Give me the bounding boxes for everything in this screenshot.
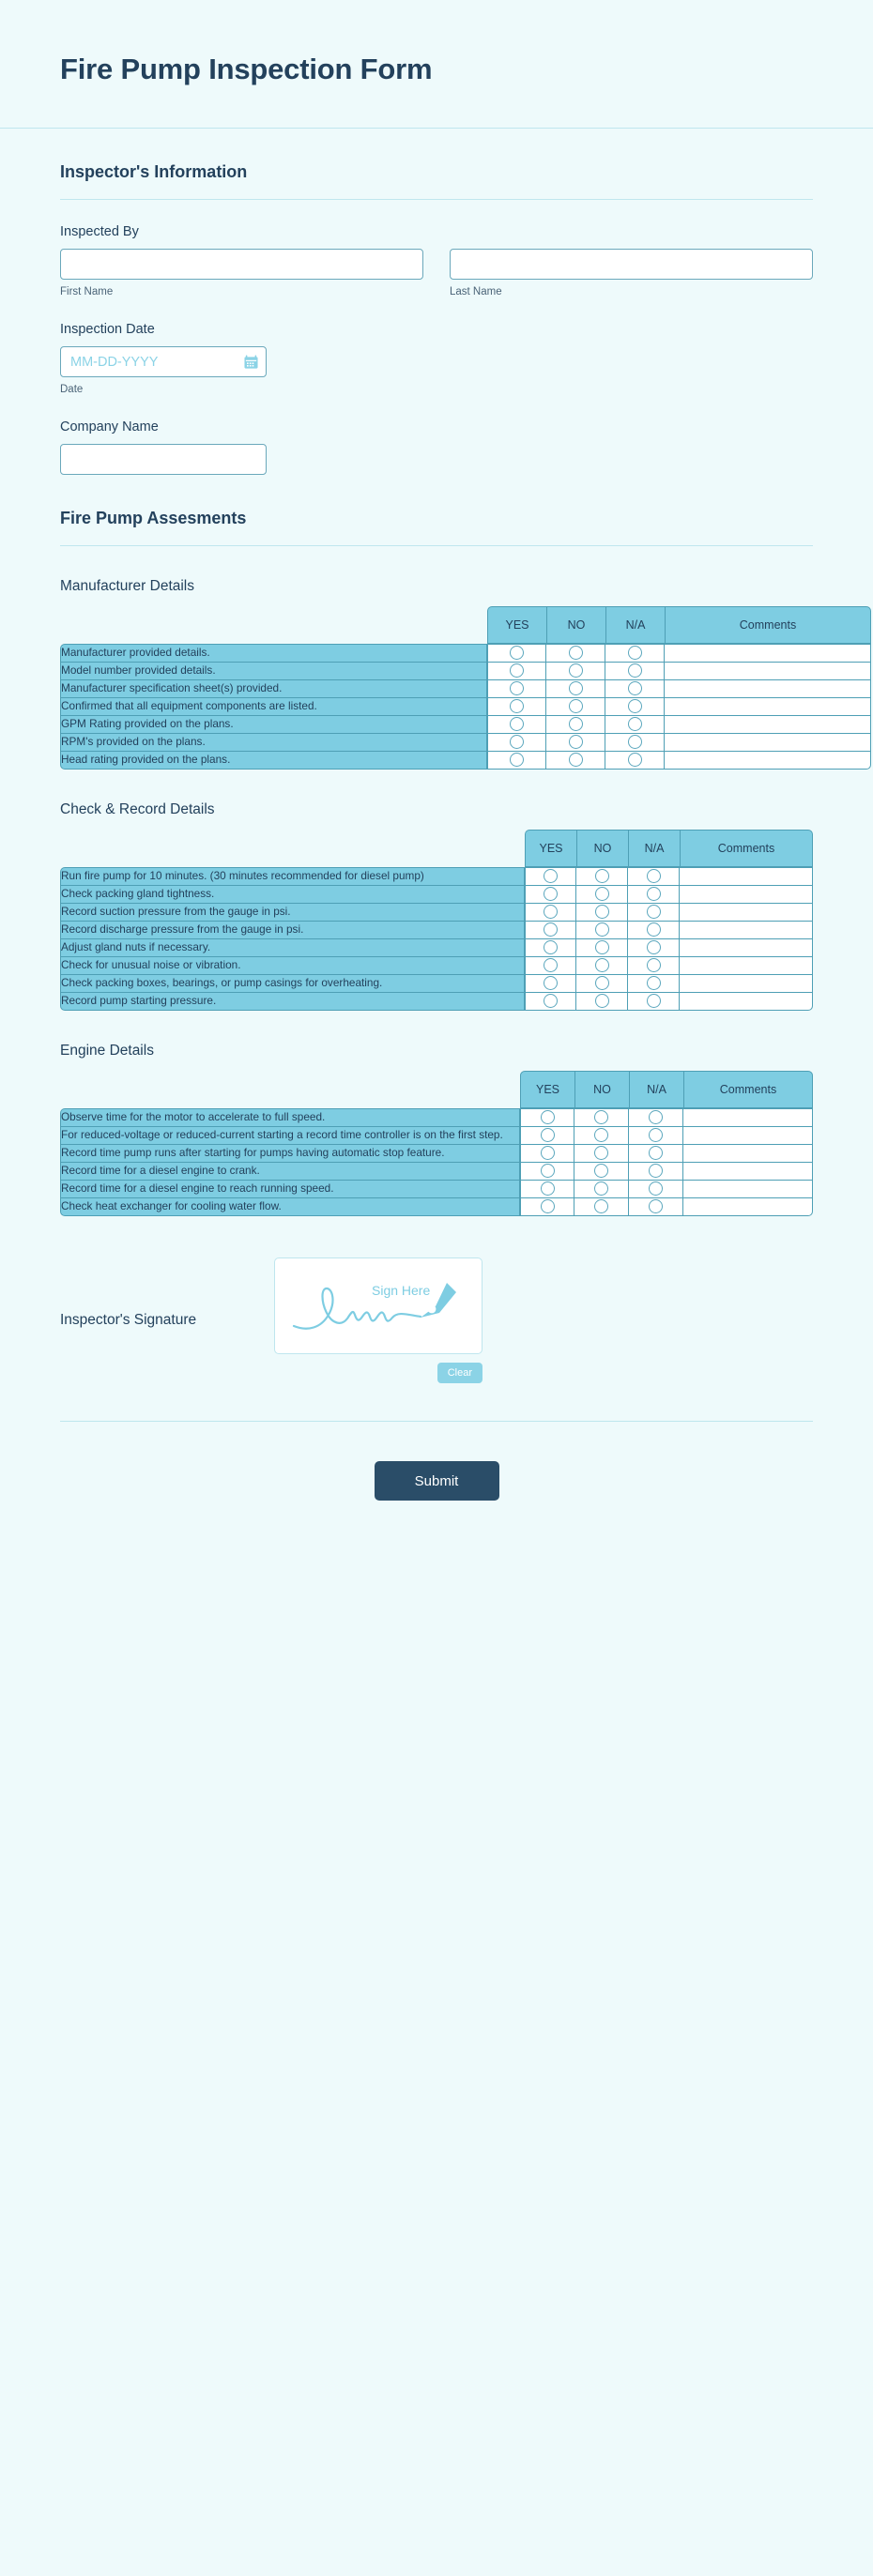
radio-cell-no[interactable] [574,1180,629,1197]
radio-cell-yes[interactable] [525,974,576,992]
table-row [60,1144,813,1162]
radio-cell-no[interactable] [576,992,628,1011]
section-divider [60,545,813,546]
radio-cell-n-a[interactable] [628,938,680,956]
radio-button[interactable] [649,1128,663,1142]
radio-button[interactable] [595,958,609,972]
question-label: Record time for a diesel engine to crank. [60,1162,520,1180]
radio-button[interactable] [628,663,642,678]
radio-cell-yes[interactable] [487,697,546,715]
signature-pad[interactable] [274,1258,482,1354]
question-label: Model number provided details. [60,662,487,679]
radio-cell-yes[interactable] [520,1144,574,1162]
radio-button[interactable] [544,994,558,1008]
radio-cell-no[interactable] [546,697,605,715]
inspection-date-input[interactable] [60,346,267,377]
column-header-no: NO [576,830,628,867]
radio-button[interactable] [569,717,583,731]
radio-button[interactable] [541,1199,555,1213]
radio-cell-n-a[interactable] [628,956,680,974]
column-header-comments: Comments [683,1071,813,1108]
page-title: Fire Pump Inspection Form [60,53,433,85]
section-heading-assessments: Fire Pump Assesments [60,509,247,527]
comments-cell[interactable] [680,885,813,903]
radio-cell-yes[interactable] [525,938,576,956]
signature-placeholder-art [289,1275,467,1337]
radio-button[interactable] [647,994,661,1008]
radio-cell-yes[interactable] [487,733,546,751]
radio-cell-n-a[interactable] [628,903,680,921]
table-row [60,956,813,974]
radio-cell-no[interactable] [574,1197,629,1216]
table-row [60,715,871,733]
assessment-table [60,1071,813,1216]
signature-block [60,1258,813,1383]
label-inspection-date: Inspection Date [60,322,155,337]
radio-cell-yes[interactable] [525,992,576,1011]
section-divider [60,199,813,200]
date-input-wrapper [60,346,267,377]
radio-button[interactable] [647,905,661,919]
radio-cell-no[interactable] [546,751,605,770]
comments-cell[interactable] [680,938,813,956]
column-header-yes: YES [487,606,546,644]
question-label: Observe time for the motor to accelerate to full speed. [60,1108,520,1126]
matrix-header-row [60,1071,813,1108]
radio-cell-no[interactable] [576,903,628,921]
radio-cell-yes[interactable] [520,1180,574,1197]
radio-cell-n-a[interactable] [605,662,665,679]
signature-hint-text: Sign Here [372,1282,431,1298]
radio-button[interactable] [569,663,583,678]
first-name-sublabel: First Name [60,286,114,297]
radio-cell-no[interactable] [574,1162,629,1180]
column-header-no: NO [546,606,605,644]
radio-cell-no[interactable] [576,938,628,956]
field-company-name [60,419,813,475]
assessments-section [0,509,873,1216]
field-inspection-date [60,322,813,395]
radio-cell-n-a[interactable] [605,751,665,770]
radio-cell-no[interactable] [546,679,605,697]
table-row [60,662,871,679]
radio-button[interactable] [544,958,558,972]
signature-pen-icon [289,1275,467,1337]
table-row [60,751,871,770]
form-footer [0,1422,873,1557]
radio-button[interactable] [594,1199,608,1213]
radio-button[interactable] [595,994,609,1008]
radio-button[interactable] [594,1128,608,1142]
radio-button[interactable] [594,1146,608,1160]
radio-button[interactable] [544,976,558,990]
comments-cell[interactable] [680,867,813,885]
radio-cell-yes[interactable] [525,885,576,903]
column-header-yes: YES [525,830,576,867]
company-name-input[interactable] [60,444,267,475]
last-name-input[interactable] [450,249,813,280]
comments-cell[interactable] [683,1197,813,1216]
question-label: Record suction pressure from the gauge in psi. [60,903,525,921]
table-row [60,644,871,662]
radio-cell-no[interactable] [576,974,628,992]
radio-button[interactable] [541,1164,555,1178]
question-label: Manufacturer provided details. [60,644,487,662]
radio-button[interactable] [647,940,661,954]
radio-cell-yes[interactable] [487,679,546,697]
radio-cell-yes[interactable] [525,921,576,938]
table-row [60,1162,813,1180]
radio-cell-no[interactable] [574,1108,629,1126]
comments-cell[interactable] [665,662,871,679]
field-inspected-by [60,224,813,297]
radio-button[interactable] [647,869,661,883]
radio-button[interactable] [541,1181,555,1196]
matrix-label: Engine Details [60,1043,154,1059]
radio-button[interactable] [628,681,642,695]
question-label: Record time for a diesel engine to reach running speed. [60,1180,520,1197]
radio-button[interactable] [544,905,558,919]
radio-cell-no[interactable] [574,1126,629,1144]
question-label: Record pump starting pressure. [60,992,525,1011]
inspection-date-sublabel: Date [60,384,84,395]
radio-cell-n-a[interactable] [628,974,680,992]
radio-cell-n-a[interactable] [629,1144,683,1162]
radio-cell-no[interactable] [574,1144,629,1162]
question-label: Record discharge pressure from the gauge in psi. [60,921,525,938]
radio-button[interactable] [647,958,661,972]
radio-button[interactable] [628,753,642,767]
radio-cell-n-a[interactable] [628,992,680,1011]
radio-button[interactable] [647,887,661,901]
radio-button[interactable] [541,1146,555,1160]
first-name-input[interactable] [60,249,423,280]
question-label: Check packing gland tightness. [60,885,525,903]
label-inspected-by: Inspected By [60,224,139,239]
label-company-name: Company Name [60,419,159,434]
signature-section [0,1258,873,1422]
comments-cell[interactable] [680,903,813,921]
radio-cell-no[interactable] [576,956,628,974]
table-row [60,867,813,885]
radio-cell-yes[interactable] [487,644,546,662]
radio-cell-n-a[interactable] [628,921,680,938]
last-name-sublabel: Last Name [450,286,502,297]
section-heading-inspector: Inspector's Information [60,162,248,181]
radio-cell-yes[interactable] [487,715,546,733]
table-row [60,974,813,992]
question-label: Record time pump runs after starting for pumps having automatic stop feature. [60,1144,520,1162]
column-header-yes: YES [520,1071,574,1108]
first-name-group [60,249,423,297]
last-name-group [450,249,813,297]
table-row [60,885,813,903]
radio-button[interactable] [595,940,609,954]
comments-cell[interactable] [680,974,813,992]
matrix-header-row [60,606,871,644]
table-row [60,1180,813,1197]
name-row [60,249,813,297]
comments-cell[interactable] [680,956,813,974]
question-label: For reduced-voltage or reduced-current starting a record time controller is on the first step. [60,1126,520,1144]
radio-cell-yes[interactable] [487,751,546,770]
table-row [60,938,813,956]
radio-cell-n-a[interactable] [605,733,665,751]
radio-button[interactable] [510,699,524,713]
assessment-table [60,830,813,1011]
question-label: Check packing boxes, bearings, or pump casings for overheating. [60,974,525,992]
comments-cell[interactable] [665,751,871,770]
question-label: GPM Rating provided on the plans. [60,715,487,733]
radio-button[interactable] [510,663,524,678]
radio-cell-n-a[interactable] [629,1180,683,1197]
radio-cell-yes[interactable] [520,1108,574,1126]
question-label: Check for unusual noise or vibration. [60,956,525,974]
column-header-n-a: N/A [629,1071,683,1108]
radio-cell-n-a[interactable] [605,697,665,715]
radio-button[interactable] [595,976,609,990]
radio-cell-n-a[interactable] [605,715,665,733]
radio-cell-yes[interactable] [525,903,576,921]
radio-button[interactable] [541,1110,555,1124]
radio-button[interactable] [647,922,661,937]
radio-cell-n-a[interactable] [628,885,680,903]
comments-cell[interactable] [665,697,871,715]
radio-cell-yes[interactable] [525,956,576,974]
radio-button[interactable] [569,753,583,767]
radio-button[interactable] [628,646,642,660]
radio-button[interactable] [544,869,558,883]
matrix-header-row [60,830,813,867]
radio-button[interactable] [628,717,642,731]
column-header-n-a: N/A [605,606,665,644]
table-row [60,992,813,1011]
comments-cell[interactable] [665,715,871,733]
radio-button[interactable] [544,940,558,954]
radio-cell-n-a[interactable] [605,644,665,662]
radio-cell-n-a[interactable] [629,1162,683,1180]
radio-cell-yes[interactable] [520,1162,574,1180]
question-label: Head rating provided on the plans. [60,751,487,770]
matrix-label: Manufacturer Details [60,578,195,594]
radio-cell-n-a[interactable] [629,1108,683,1126]
comments-cell[interactable] [680,921,813,938]
radio-button[interactable] [647,976,661,990]
radio-cell-yes[interactable] [487,662,546,679]
radio-button[interactable] [569,735,583,749]
radio-button[interactable] [569,681,583,695]
question-label: Confirmed that all equipment components are listed. [60,697,487,715]
signature-label: Inspector's Signature [60,1312,197,1328]
radio-button[interactable] [595,887,609,901]
assessment-table [60,606,871,770]
comments-cell[interactable] [683,1108,813,1126]
radio-button[interactable] [628,699,642,713]
radio-cell-yes[interactable] [525,867,576,885]
radio-cell-no[interactable] [576,885,628,903]
table-row [60,697,871,715]
comments-cell[interactable] [683,1180,813,1197]
radio-button[interactable] [569,646,583,660]
matrix-label: Check & Record Details [60,801,215,817]
radio-button[interactable] [649,1199,663,1213]
comments-cell[interactable] [665,644,871,662]
radio-button[interactable] [510,646,524,660]
radio-cell-no[interactable] [546,644,605,662]
radio-cell-yes[interactable] [520,1126,574,1144]
comments-cell[interactable] [683,1126,813,1144]
radio-button[interactable] [510,753,524,767]
comments-cell[interactable] [665,733,871,751]
clear-signature-button[interactable]: Clear [437,1363,482,1383]
radio-cell-n-a[interactable] [629,1197,683,1216]
radio-button[interactable] [649,1164,663,1178]
radio-button[interactable] [544,887,558,901]
comments-cell[interactable] [665,679,871,697]
table-row [60,903,813,921]
radio-cell-no[interactable] [576,867,628,885]
column-header-comments: Comments [680,830,813,867]
question-label: Check heat exchanger for cooling water flow. [60,1197,520,1216]
table-row [60,1108,813,1126]
radio-button[interactable] [569,699,583,713]
radio-button[interactable] [594,1164,608,1178]
radio-cell-no[interactable] [576,921,628,938]
radio-cell-yes[interactable] [520,1197,574,1216]
table-row [60,679,871,697]
column-header-n-a: N/A [628,830,680,867]
assessment-tables [60,578,813,1216]
radio-button[interactable] [649,1146,663,1160]
table-row [60,1197,813,1216]
matrix-corner-cell [60,1071,520,1108]
radio-cell-no[interactable] [546,662,605,679]
radio-button[interactable] [510,735,524,749]
radio-button[interactable] [595,922,609,937]
column-header-no: NO [574,1071,629,1108]
radio-button[interactable] [649,1110,663,1124]
comments-cell[interactable] [683,1162,813,1180]
matrix-corner-cell [60,606,487,644]
radio-cell-n-a[interactable] [628,867,680,885]
radio-button[interactable] [595,869,609,883]
radio-cell-n-a[interactable] [629,1126,683,1144]
comments-cell[interactable] [683,1144,813,1162]
radio-button[interactable] [510,681,524,695]
form-header [0,0,873,129]
inspector-information-section [0,162,873,475]
table-row [60,733,871,751]
question-label: Adjust gland nuts if necessary. [60,938,525,956]
submit-button[interactable]: Submit [375,1461,499,1501]
radio-button[interactable] [594,1110,608,1124]
radio-cell-no[interactable] [546,715,605,733]
question-label: Manufacturer specification sheet(s) provided. [60,679,487,697]
radio-button[interactable] [628,735,642,749]
column-header-comments: Comments [665,606,871,644]
question-label: Run fire pump for 10 minutes. (30 minutes recommended for diesel pump) [60,867,525,885]
radio-button[interactable] [649,1181,663,1196]
radio-cell-no[interactable] [546,733,605,751]
radio-button[interactable] [594,1181,608,1196]
radio-button[interactable] [510,717,524,731]
comments-cell[interactable] [680,992,813,1011]
radio-button[interactable] [544,922,558,937]
radio-button[interactable] [541,1128,555,1142]
matrix-corner-cell [60,830,525,867]
signature-right [274,1258,482,1383]
table-row [60,921,813,938]
table-row [60,1126,813,1144]
question-label: RPM's provided on the plans. [60,733,487,751]
radio-button[interactable] [595,905,609,919]
radio-cell-n-a[interactable] [605,679,665,697]
